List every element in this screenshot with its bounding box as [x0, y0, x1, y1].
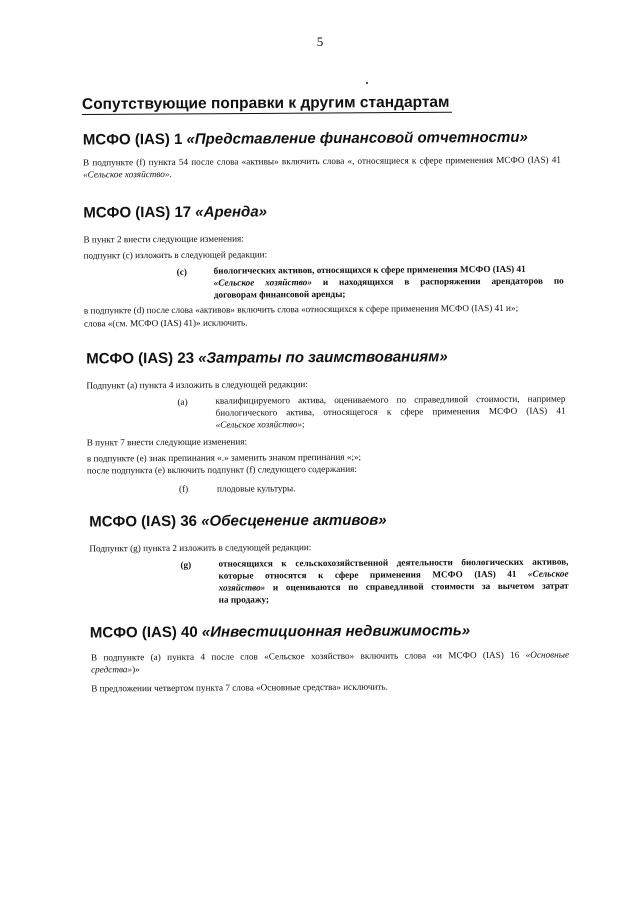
scan-speck — [366, 82, 368, 84]
paragraph: в подпункте (е) знак препинания «.» заменить знаком препинания «;»; — [86, 451, 362, 464]
standard-title: «Инвестиционная недвижимость» — [201, 622, 471, 641]
standard-code: МСФО (IAS) 17 — [83, 203, 192, 222]
item-text: биологических активов, относящихся к сфере применения МСФО (IAS) 41 «Сельское хозяйство» и находящихся в распоряжении арендаторов по договорам финансовой аренды; — [213, 263, 564, 300]
standard-code: МСФО (IAS) 36 — [89, 512, 198, 531]
paragraph: Подпункт (а) пункта 4 изложить в следующей редакции: — [86, 379, 308, 391]
paragraph: В пункт 2 внести следующие изменения: — [83, 233, 244, 245]
standard-title: «Представление финансовой отчетности» — [186, 128, 528, 148]
paragraph: В подпункте (f) пункта 54 после слова «активы» включить слова «, относящиеся к сфере применения МСФО (IAS) 41 «Сельское хозяйство». — [82, 154, 562, 180]
paragraph: подпункт (с) изложить в следующей редакции: — [83, 249, 268, 261]
section-heading — [89, 512, 387, 532]
standard-title: «Обесценение активов» — [201, 511, 387, 530]
standard-title: «Затраты по заимствованиям» — [198, 348, 448, 367]
item-label: (a) — [177, 396, 188, 407]
standard-code: МСФО (IAS) 40 — [89, 623, 198, 642]
main-heading: Сопутствующие поправки к другим стандартам — [82, 94, 452, 115]
item-text: плодовые культуры. — [216, 483, 296, 494]
section-heading — [83, 203, 267, 222]
page-number: 5 — [316, 34, 324, 49]
item-label: (c) — [176, 266, 187, 277]
paragraph: Подпункт (g) пункта 2 изложить в следующей редакции: — [89, 542, 312, 554]
paragraph: после подпункта (е) включить подпункт (f) следующего содержания: — [86, 463, 357, 476]
paragraph: В пункт 7 внести следующие изменения: — [86, 436, 248, 448]
section-heading — [90, 622, 470, 642]
item-text: квалифицируемого актива, оцениваемого по справедливой стоимости, например биологического актива, относящегося к сфере применения МСФО (IAS) 41 «Сельское хозяйство»; — [215, 393, 566, 430]
item-label: (f) — [178, 483, 189, 494]
standard-title: «Аренда» — [195, 203, 268, 221]
paragraph: В подпункте (а) пункта 4 после слов «Сельское хозяйство» включить слова «и МСФО (IAS) 16 «Основные средства»)» — [90, 649, 570, 675]
paragraph: В предложении четвертом пункта 7 слова «Основные средства» исключить. — [91, 681, 388, 694]
item-text: относящихся к сельскохозяйственной деятельности биологических активов, которые относятся к сфере применения МСФО (IAS) 41 «Сельское хозяйство» и оцениваются по справедливой стоимости за вычетом затрат на продажу; — [218, 556, 569, 605]
paragraph: слова «(см. МСФО (IAS) 41)» исключить. — [83, 317, 248, 329]
section-heading — [83, 129, 528, 150]
section-heading — [86, 348, 448, 368]
paragraph: в подпункте (d) после слова «активов» включить слова «относящихся к сфере применения МСФО (IAS) 41 и»; — [83, 302, 519, 316]
standard-code: МСФО (IAS) 23 — [86, 349, 195, 368]
item-label: (g) — [180, 559, 192, 570]
standard-code: МСФО (IAS) 1 — [82, 130, 183, 149]
